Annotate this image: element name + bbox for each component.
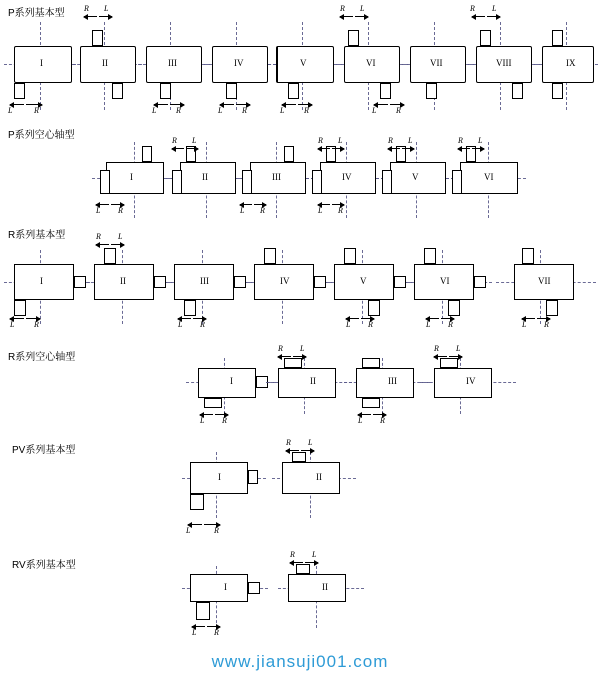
- mount-foot-top: [424, 248, 436, 264]
- dim-arrow-left: [358, 414, 371, 415]
- label-R: R: [388, 136, 393, 145]
- dim-arrow-right: [204, 524, 220, 525]
- label-R: R: [222, 416, 227, 425]
- unit-label: III: [388, 376, 397, 386]
- hollow-shaft-housing: [172, 170, 182, 194]
- mount-foot-top: [264, 248, 276, 264]
- unit-label: VIII: [496, 58, 512, 68]
- label-L: L: [522, 320, 527, 329]
- section-title-r-basic: R系列基本型: [8, 230, 66, 241]
- mount-foot: [14, 300, 26, 316]
- label-R: R: [260, 206, 265, 215]
- label-L: L: [456, 344, 461, 353]
- label-L: L: [240, 206, 245, 215]
- unit-label: V: [412, 172, 419, 182]
- gearbox-body: [198, 368, 256, 398]
- dim-arrow-left: [458, 148, 470, 149]
- gearbox-body: [288, 574, 346, 602]
- dim-arrow-right: [254, 204, 266, 205]
- label-R: R: [544, 320, 549, 329]
- label-L: L: [186, 526, 191, 535]
- label-L: L: [338, 136, 343, 145]
- label-L: L: [8, 106, 13, 115]
- gearbox-body: [14, 264, 74, 300]
- label-R: R: [34, 106, 39, 115]
- dim-arrow-right: [332, 148, 344, 149]
- gearbox-body: [434, 368, 492, 398]
- output-shaft-right: [314, 276, 326, 288]
- dim-arrow-right: [99, 16, 112, 17]
- label-L: L: [192, 136, 197, 145]
- dim-arrow-right: [26, 104, 42, 105]
- label-R: R: [84, 4, 89, 13]
- label-R: R: [286, 438, 291, 447]
- label-R: R: [448, 320, 453, 329]
- gearbox-body: [190, 574, 248, 602]
- dim-arrow-right: [293, 356, 306, 357]
- mount-foot: [190, 494, 204, 510]
- dim-arrow-left: [318, 204, 330, 205]
- label-L: L: [372, 106, 377, 115]
- dim-arrow-left: [96, 204, 109, 205]
- mount-foot-top: [292, 452, 306, 462]
- dim-arrow-right: [472, 148, 484, 149]
- unit-label: I: [218, 472, 221, 482]
- dim-arrow-left: [388, 148, 400, 149]
- label-L: L: [346, 320, 351, 329]
- dim-arrow-right: [111, 244, 124, 245]
- label-R: R: [304, 106, 309, 115]
- dim-arrow-right: [373, 414, 386, 415]
- dim-arrow-left: [434, 356, 447, 357]
- output-shaft-bottom: [426, 83, 437, 99]
- label-R: R: [290, 550, 295, 559]
- mount-foot: [204, 398, 222, 408]
- label-L: L: [478, 136, 483, 145]
- dim-arrow-right: [537, 318, 550, 319]
- dim-arrow-right: [355, 16, 368, 17]
- dim-arrow-left: [374, 104, 388, 105]
- hollow-shaft-housing: [312, 170, 322, 194]
- hollow-shaft-housing: [452, 170, 462, 194]
- dim-arrow-left: [84, 16, 97, 17]
- dim-arrow-left: [188, 524, 202, 525]
- unit-label: IV: [466, 376, 476, 386]
- label-R: R: [338, 206, 343, 215]
- dim-arrow-left: [472, 16, 485, 17]
- hollow-shaft-housing: [242, 170, 252, 194]
- dim-arrow-right: [26, 318, 40, 319]
- label-L: L: [358, 416, 363, 425]
- label-R: R: [96, 232, 101, 241]
- dim-arrow-right: [186, 148, 198, 149]
- label-L: L: [178, 320, 183, 329]
- dim-arrow-right: [170, 104, 184, 105]
- label-L: L: [118, 232, 123, 241]
- input-shaft-top: [142, 146, 152, 162]
- output-shaft-right: [394, 276, 406, 288]
- mount-foot-top: [104, 248, 116, 264]
- output-shaft-bottom: [112, 83, 123, 99]
- mount-foot: [368, 300, 380, 316]
- label-L: L: [104, 4, 109, 13]
- dim-arrow-left: [240, 204, 252, 205]
- dim-arrow-right: [236, 104, 250, 105]
- dim-arrow-left: [278, 356, 291, 357]
- mount-foot: [448, 300, 460, 316]
- dim-arrow-left: [522, 318, 535, 319]
- label-L: L: [300, 344, 305, 353]
- output-shaft-bottom: [380, 83, 391, 99]
- dim-arrow-right: [487, 16, 500, 17]
- dim-arrow-left: [340, 16, 353, 17]
- mount-foot: [184, 300, 196, 316]
- output-shaft-bottom: [226, 83, 237, 99]
- unit-label: VI: [440, 276, 450, 286]
- unit-label: III: [168, 58, 177, 68]
- label-R: R: [242, 106, 247, 115]
- unit-label: V: [360, 276, 367, 286]
- mount-foot-top: [362, 358, 380, 368]
- dim-arrow-right: [207, 626, 220, 627]
- section-title-pv-basic: PV系列基本型: [12, 445, 76, 456]
- dim-arrow-right: [305, 562, 318, 563]
- label-R: R: [396, 106, 401, 115]
- gearbox-body: [106, 162, 164, 194]
- unit-label: VII: [430, 58, 443, 68]
- section-title-p-basic: P系列基本型: [8, 8, 65, 19]
- hollow-shaft-housing: [382, 170, 392, 194]
- output-shaft-top: [480, 30, 491, 46]
- label-L: L: [308, 438, 313, 447]
- dim-arrow-left: [290, 562, 303, 563]
- dim-arrow-left: [220, 104, 234, 105]
- label-L: L: [192, 628, 197, 637]
- section-title-rv-basic: RV系列基本型: [12, 560, 76, 571]
- unit-label: I: [230, 376, 233, 386]
- unit-label: II: [316, 472, 322, 482]
- dim-arrow-left: [282, 104, 296, 105]
- label-L: L: [318, 206, 323, 215]
- unit-label: II: [322, 582, 328, 592]
- unit-label: II: [202, 172, 208, 182]
- output-shaft-bottom: [552, 83, 563, 99]
- mount-foot: [196, 602, 210, 620]
- gearbox-body: [278, 368, 336, 398]
- label-L: L: [312, 550, 317, 559]
- unit-label: II: [102, 58, 108, 68]
- mount-foot-top: [296, 564, 310, 574]
- label-R: R: [458, 136, 463, 145]
- label-R: R: [340, 4, 345, 13]
- hollow-shaft-housing: [100, 170, 110, 194]
- dim-arrow-left: [286, 450, 299, 451]
- output-shaft-right: [154, 276, 166, 288]
- unit-label: II: [310, 376, 316, 386]
- label-L: L: [408, 136, 413, 145]
- dim-arrow-right: [449, 356, 462, 357]
- gearbox-body: [282, 462, 340, 494]
- label-L: L: [492, 4, 497, 13]
- unit-label: IV: [342, 172, 352, 182]
- label-R: R: [176, 106, 181, 115]
- label-R: R: [368, 320, 373, 329]
- dim-arrow-right: [193, 318, 206, 319]
- dim-arrow-left: [426, 318, 439, 319]
- label-L: L: [218, 106, 223, 115]
- unit-label: VII: [538, 276, 551, 286]
- output-shaft-right: [248, 470, 258, 484]
- section-title-p-hollow: P系列空心轴型: [8, 130, 75, 141]
- label-R: R: [118, 206, 123, 215]
- unit-label: VI: [484, 172, 494, 182]
- dim-arrow-left: [96, 244, 109, 245]
- dim-arrow-right: [298, 104, 312, 105]
- mount-foot-top: [522, 248, 534, 264]
- unit-label: IX: [566, 58, 576, 68]
- dim-arrow-left: [172, 148, 184, 149]
- dim-arrow-left: [10, 318, 24, 319]
- gearbox-body: [14, 46, 72, 83]
- unit-label: II: [120, 276, 126, 286]
- label-L: L: [10, 320, 15, 329]
- dim-arrow-left: [200, 414, 213, 415]
- input-shaft-top: [284, 146, 294, 162]
- dim-arrow-right: [111, 204, 124, 205]
- label-R: R: [470, 4, 475, 13]
- dim-arrow-right: [215, 414, 228, 415]
- output-shaft-right: [474, 276, 486, 288]
- unit-label: III: [200, 276, 209, 286]
- unit-label: III: [272, 172, 281, 182]
- mount-foot: [546, 300, 558, 316]
- mount-foot-top: [284, 358, 302, 368]
- unit-label: I: [130, 172, 133, 182]
- gearbox-body: [80, 46, 136, 83]
- unit-label: V: [300, 58, 307, 68]
- label-L: L: [200, 416, 205, 425]
- output-shaft-bottom: [14, 83, 25, 99]
- label-R: R: [214, 628, 219, 637]
- output-shaft-top: [92, 30, 103, 46]
- output-shaft-top: [552, 30, 563, 46]
- unit-label: VI: [366, 58, 376, 68]
- output-shaft-bottom: [288, 83, 299, 99]
- unit-label: I: [40, 276, 43, 286]
- dim-arrow-left: [318, 148, 330, 149]
- unit-label: IV: [234, 58, 244, 68]
- dim-arrow-left: [10, 104, 24, 105]
- dim-arrow-right: [402, 148, 414, 149]
- output-shaft-bottom: [160, 83, 171, 99]
- dim-arrow-right: [390, 104, 404, 105]
- mount-foot: [362, 398, 380, 408]
- label-R: R: [214, 526, 219, 535]
- label-L: L: [96, 206, 101, 215]
- dim-arrow-left: [346, 318, 359, 319]
- label-R: R: [380, 416, 385, 425]
- output-shaft-top: [348, 30, 359, 46]
- dim-arrow-left: [192, 626, 205, 627]
- dim-arrow-right: [301, 450, 314, 451]
- output-shaft-right: [74, 276, 86, 288]
- dim-arrow-left: [154, 104, 168, 105]
- unit-label: I: [224, 582, 227, 592]
- dim-arrow-right: [361, 318, 374, 319]
- output-shaft-right: [248, 582, 260, 594]
- output-shaft-right: [234, 276, 246, 288]
- label-L: L: [152, 106, 157, 115]
- label-R: R: [34, 320, 39, 329]
- label-L: L: [280, 106, 285, 115]
- label-L: L: [426, 320, 431, 329]
- output-shaft-bottom: [512, 83, 523, 99]
- gearbox-body: [180, 162, 236, 194]
- watermark-text: www.jiansuji001.com: [211, 652, 389, 671]
- gearbox-body: [356, 368, 414, 398]
- label-R: R: [278, 344, 283, 353]
- label-R: R: [200, 320, 205, 329]
- label-R: R: [434, 344, 439, 353]
- dim-arrow-left: [178, 318, 191, 319]
- dim-arrow-right: [332, 204, 344, 205]
- section-title-r-hollow: R系列空心轴型: [8, 352, 76, 363]
- mount-foot-top: [440, 358, 458, 368]
- dim-arrow-right: [441, 318, 454, 319]
- label-R: R: [318, 136, 323, 145]
- label-L: L: [360, 4, 365, 13]
- unit-label: IV: [280, 276, 290, 286]
- label-R: R: [172, 136, 177, 145]
- mount-foot-top: [344, 248, 356, 264]
- unit-label: I: [40, 58, 43, 68]
